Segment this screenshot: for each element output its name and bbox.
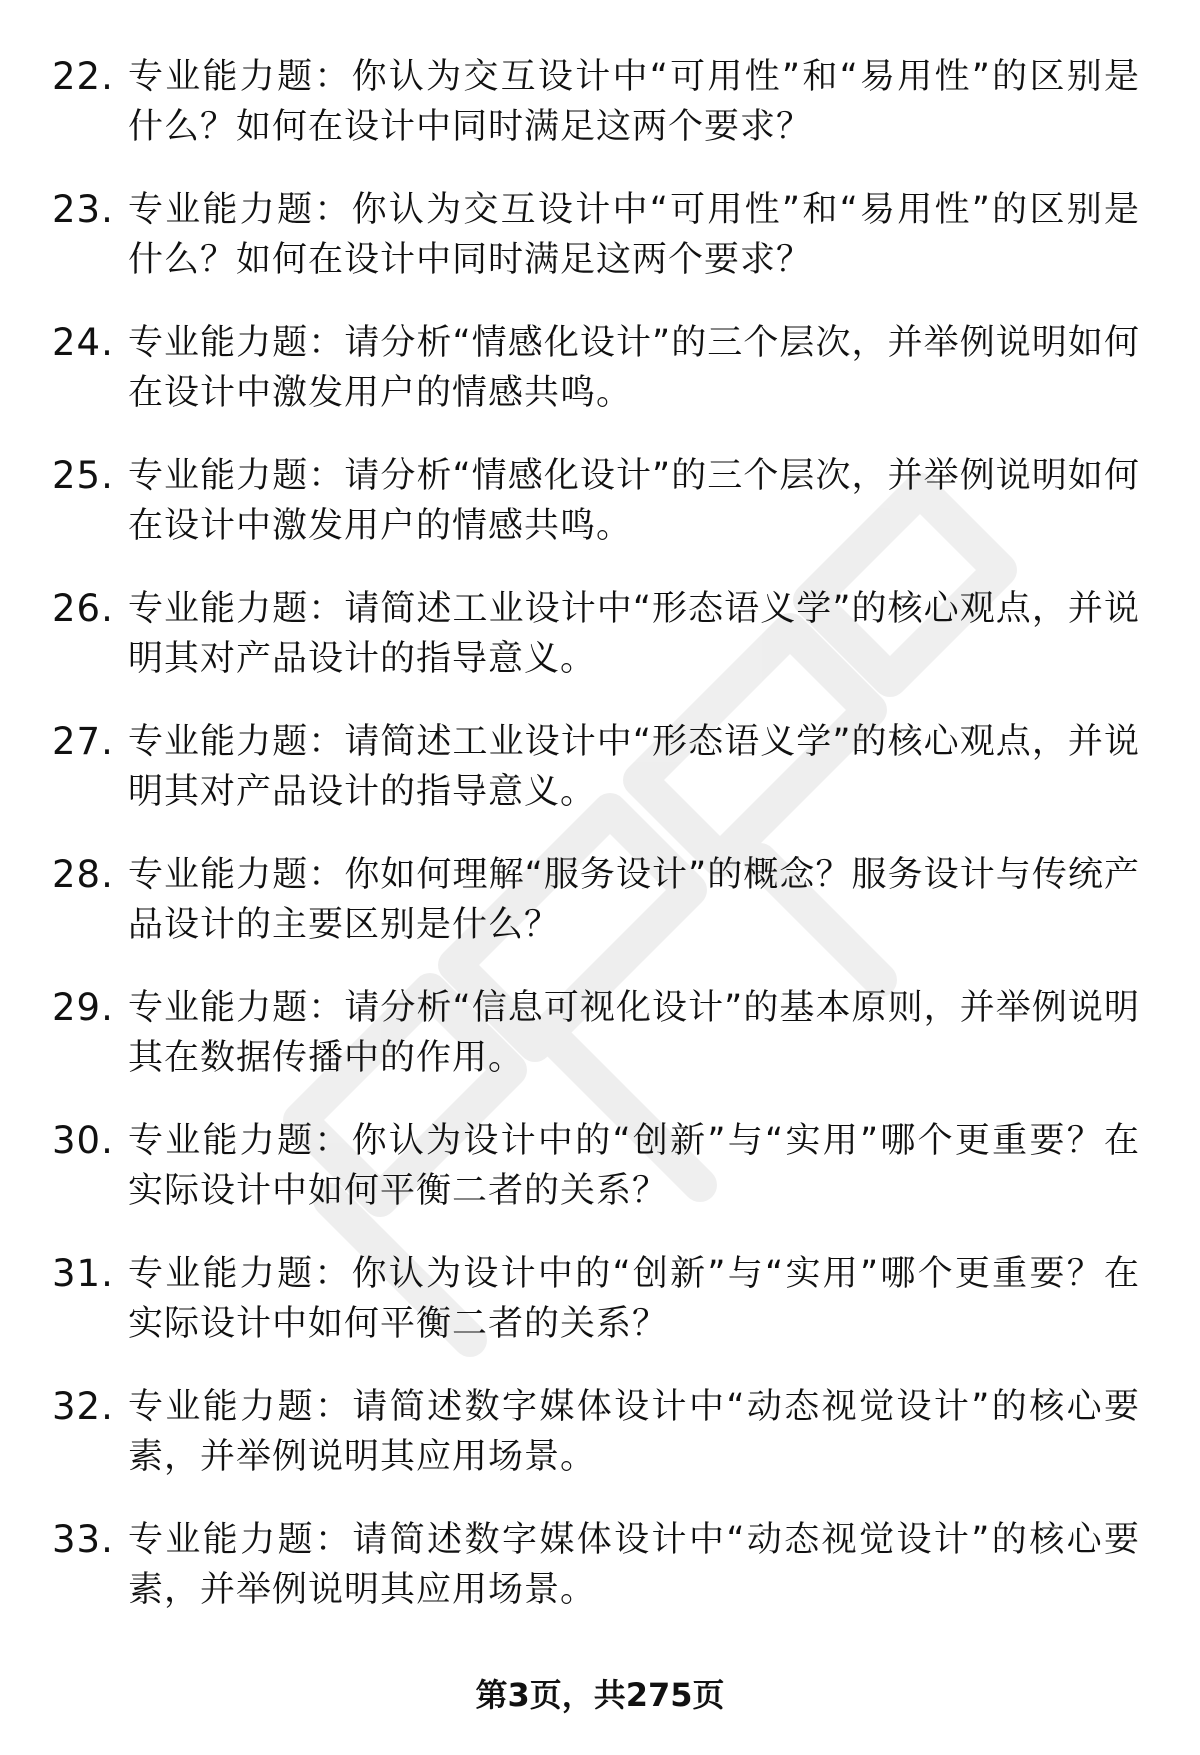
question-item: [0, 185, 1200, 318]
question-number: 28.: [52, 853, 114, 896]
question-item: [0, 1116, 1200, 1249]
page-number-footer: 第3页，共275页: [475, 1676, 725, 1714]
question-text: 专业能力题：请分析“信息可视化设计”的基本原则，并举例说明其在数据传播中的作用。: [128, 988, 1140, 1078]
question-number: 26.: [52, 587, 114, 630]
question-text: 专业能力题：请简述工业设计中“形态语义学”的核心观点，并说明其对产品设计的指导意义。: [128, 722, 1140, 812]
question-text: 专业能力题：请简述数字媒体设计中“动态视觉设计”的核心要素，并举例说明其应用场景。: [128, 1387, 1140, 1477]
question-item: [0, 318, 1200, 451]
question-number: 32.: [52, 1385, 114, 1428]
question-number: 30.: [52, 1119, 114, 1162]
question-item: [0, 52, 1200, 185]
question-number: 22.: [52, 55, 114, 98]
question-text: 专业能力题：请简述数字媒体设计中“动态视觉设计”的核心要素，并举例说明其应用场景。: [128, 1520, 1140, 1610]
question-text: 专业能力题：请分析“情感化设计”的三个层次，并举例说明如何在设计中激发用户的情感共鸣。: [128, 323, 1140, 413]
question-text: 专业能力题：你认为设计中的“创新”与“实用”哪个更重要？在实际设计中如何平衡二者的关系？: [128, 1254, 1140, 1344]
question-number: 31.: [52, 1252, 114, 1295]
question-item: [0, 717, 1200, 850]
question-number: 33.: [52, 1518, 114, 1561]
question-item: [0, 1382, 1200, 1515]
question-number: 23.: [52, 188, 114, 231]
question-item: [0, 1249, 1200, 1382]
question-text: 专业能力题：你如何理解“服务设计”的概念？服务设计与传统产品设计的主要区别是什么？: [128, 855, 1140, 945]
question-text: 专业能力题：你认为交互设计中“可用性”和“易用性”的区别是什么？如何在设计中同时满足这两个要求？: [128, 190, 1140, 280]
question-item: [0, 850, 1200, 983]
question-item: [0, 451, 1200, 584]
question-text: 专业能力题：请简述工业设计中“形态语义学”的核心观点，并说明其对产品设计的指导意义。: [128, 589, 1140, 679]
question-number: 29.: [52, 986, 114, 1029]
question-item: [0, 1515, 1200, 1648]
question-item: [0, 584, 1200, 717]
question-number: 25.: [52, 454, 114, 497]
question-item: [0, 983, 1200, 1116]
question-text: 专业能力题：你认为交互设计中“可用性”和“易用性”的区别是什么？如何在设计中同时满足这两个要求？: [128, 57, 1140, 147]
question-number: 27.: [52, 720, 114, 763]
question-text: 专业能力题：你认为设计中的“创新”与“实用”哪个更重要？在实际设计中如何平衡二者的关系？: [128, 1121, 1140, 1211]
question-list: [0, 52, 1200, 1648]
question-text: 专业能力题：请分析“情感化设计”的三个层次，并举例说明如何在设计中激发用户的情感共鸣。: [128, 456, 1140, 546]
question-number: 24.: [52, 321, 114, 364]
